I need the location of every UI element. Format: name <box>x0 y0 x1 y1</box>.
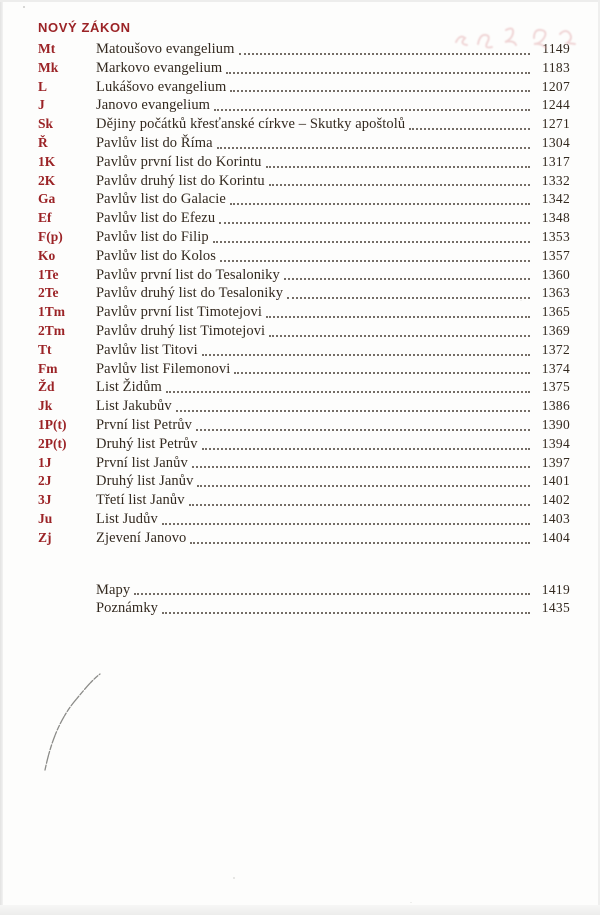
toc-dot-leader <box>230 90 530 92</box>
toc-dot-leader <box>192 466 530 468</box>
toc-title: Matoušovo evangelium <box>96 41 235 57</box>
toc-title: Pavlův druhý list Timotejovi <box>96 322 266 339</box>
toc-title: Zjevení Janovo <box>96 529 187 546</box>
toc-page-number: 1357 <box>541 247 570 263</box>
toc-page-number: 1404 <box>541 529 570 545</box>
toc-dot-leader <box>176 410 530 412</box>
toc-abbr: 1P(t) <box>38 416 67 432</box>
toc-page-number: 1375 <box>541 379 570 395</box>
toc-dot-leader <box>196 429 530 431</box>
toc-title: Pavlův list do Galacie <box>96 191 226 208</box>
toc-dot-leader <box>162 612 530 614</box>
toc-page-number: 1402 <box>541 492 570 508</box>
toc-title: Janovo evangelium <box>96 97 211 114</box>
toc-dot-leader <box>239 53 530 55</box>
toc-row <box>38 379 570 398</box>
toc-row <box>38 582 570 601</box>
toc-row <box>38 417 570 436</box>
toc-row <box>38 154 570 173</box>
toc-row <box>38 530 570 549</box>
toc-dot-leader <box>226 72 530 74</box>
toc-page-number: 1348 <box>541 210 570 226</box>
toc-row <box>38 600 570 619</box>
toc-title: První list Janův <box>96 454 188 471</box>
toc-row <box>38 41 570 60</box>
toc-dot-leader <box>162 523 530 525</box>
toc-dot-leader <box>220 260 530 262</box>
toc-dot-leader <box>266 316 530 318</box>
toc-page-number: 1374 <box>541 360 570 376</box>
toc-page-number: 1342 <box>541 191 570 207</box>
page-edge-bottom <box>0 905 600 915</box>
toc-title: Druhý list Petrův <box>96 435 198 452</box>
toc-page-number: 1207 <box>541 78 570 94</box>
toc-page-number: 1386 <box>541 398 570 414</box>
toc-abbr: 2K <box>38 172 56 188</box>
toc-abbr: Tt <box>38 341 52 357</box>
toc-abbr: 2P(t) <box>38 435 67 451</box>
toc-row <box>38 97 570 116</box>
toc-dot-leader <box>219 222 530 224</box>
page-edge-top <box>0 0 600 2</box>
toc-dot-leader <box>269 184 530 186</box>
toc-dot-leader <box>230 203 530 205</box>
toc-title: Lukášovo evangelium <box>96 78 227 95</box>
toc-page-number: 1369 <box>541 322 570 338</box>
toc-title: List Židům <box>96 379 162 396</box>
toc-page-number: 1317 <box>541 153 570 169</box>
toc-title: Mapy <box>96 581 131 598</box>
toc-row <box>38 135 570 154</box>
toc-row <box>38 248 570 267</box>
toc-title: Pavlův první list do Korintu <box>96 153 262 170</box>
toc-page-number: 1435 <box>541 600 570 616</box>
scan-speck <box>410 902 412 903</box>
toc-dot-leader <box>217 147 530 149</box>
toc-page-number: 1390 <box>541 416 570 432</box>
toc-dot-leader <box>134 593 530 595</box>
toc-abbr: Ř <box>38 134 48 150</box>
toc-abbr: Zj <box>38 529 52 545</box>
toc-extras-list <box>38 582 570 620</box>
toc-abbr: 1Te <box>38 266 59 282</box>
toc-row <box>38 361 570 380</box>
toc-dot-leader <box>202 354 530 356</box>
toc-page-number: 1394 <box>541 435 570 451</box>
toc-abbr: Ga <box>38 191 56 207</box>
toc-title: Pavlův list do Říma <box>96 134 213 151</box>
toc-row <box>38 210 570 229</box>
toc-page-number: 1372 <box>541 341 570 357</box>
toc-abbr: L <box>38 78 48 94</box>
toc-abbr: F(p) <box>38 228 63 244</box>
toc-abbr: 1J <box>38 454 52 470</box>
toc-page-number: 1271 <box>541 116 570 132</box>
toc-abbr: Ju <box>38 510 53 526</box>
toc-title: Pavlův list do Kolos <box>96 247 217 264</box>
toc-page-number: 1397 <box>541 454 570 470</box>
toc-row <box>38 455 570 474</box>
toc-abbr: 1Tm <box>38 304 65 320</box>
toc-row <box>38 473 570 492</box>
toc-title: Třetí list Janův <box>96 492 185 509</box>
toc-page-number: 1401 <box>541 473 570 489</box>
scan-speck <box>233 877 235 879</box>
toc-title: List Judův <box>96 510 158 527</box>
toc-abbr: Ef <box>38 210 52 226</box>
toc-row <box>38 173 570 192</box>
toc-dot-leader <box>202 448 530 450</box>
toc-dot-leader <box>287 297 530 299</box>
toc-dot-leader <box>214 109 530 111</box>
toc-title: Poznámky <box>96 600 159 617</box>
toc-row <box>38 342 570 361</box>
toc-page-number: 1183 <box>542 59 570 75</box>
table-of-contents <box>38 20 570 619</box>
pencil-scratch-mark <box>32 648 152 788</box>
toc-page-number: 1332 <box>541 172 570 188</box>
toc-abbr: Ko <box>38 247 56 263</box>
toc-dot-leader <box>409 128 530 130</box>
page-edge-left <box>0 0 3 915</box>
toc-abbr: Jk <box>38 398 53 414</box>
toc-list <box>38 41 570 549</box>
toc-dot-leader <box>197 485 530 487</box>
toc-abbr: 2J <box>38 473 52 489</box>
toc-page-number: 1363 <box>541 285 570 301</box>
toc-dot-leader <box>234 372 530 374</box>
toc-abbr: 3J <box>38 492 52 508</box>
toc-dot-leader <box>189 504 530 506</box>
toc-dot-leader <box>284 278 530 280</box>
toc-row <box>38 511 570 530</box>
toc-title: Pavlův list do Efezu <box>96 210 216 227</box>
toc-row <box>38 492 570 511</box>
toc-row <box>38 436 570 455</box>
toc-title: Pavlův list Filemonovi <box>96 360 231 377</box>
toc-page-number: 1244 <box>541 97 570 113</box>
toc-page-number: 1360 <box>541 266 570 282</box>
scan-speck <box>23 6 25 8</box>
toc-dot-leader <box>190 542 530 544</box>
toc-title: Pavlův druhý list do Korintu <box>96 172 265 189</box>
toc-title: Pavlův druhý list do Tesaloniky <box>96 285 284 302</box>
toc-page-number: 1365 <box>541 304 570 320</box>
toc-abbr: Žd <box>38 379 55 395</box>
toc-row <box>38 116 570 135</box>
toc-title: Dějiny počátků křesťanské církve – Skutky apoštolů <box>96 116 406 133</box>
toc-row <box>38 267 570 286</box>
toc-page-number: 1419 <box>541 581 570 597</box>
toc-row <box>38 398 570 417</box>
toc-dot-leader <box>269 335 530 337</box>
toc-row <box>38 285 570 304</box>
toc-dot-leader <box>213 241 530 243</box>
toc-row <box>38 79 570 98</box>
toc-dot-leader <box>166 391 530 393</box>
toc-page-number: 1353 <box>541 228 570 244</box>
toc-page-number: 1403 <box>541 510 570 526</box>
toc-abbr: 2Te <box>38 285 59 301</box>
toc-abbr: Mk <box>38 59 59 75</box>
toc-row <box>38 60 570 79</box>
toc-row <box>38 323 570 342</box>
toc-abbr: 2Tm <box>38 322 65 338</box>
toc-title: Druhý list Janův <box>96 473 194 490</box>
toc-title: Pavlův první list Timotejovi <box>96 304 262 321</box>
toc-abbr: Fm <box>38 360 58 376</box>
toc-title: List Jakubův <box>96 398 172 415</box>
toc-title: První list Petrův <box>96 416 192 433</box>
toc-page-number: 1149 <box>542 41 570 56</box>
toc-title: Pavlův první list do Tesaloniky <box>96 266 280 283</box>
toc-row <box>38 304 570 323</box>
toc-abbr: Sk <box>38 116 54 132</box>
toc-title: Pavlův list do Filip <box>96 228 209 245</box>
section-heading: NOVÝ ZÁKON <box>38 20 131 35</box>
toc-page-number: 1304 <box>541 134 570 150</box>
toc-title: Markovo evangelium <box>96 59 223 76</box>
toc-row <box>38 191 570 210</box>
toc-title: Pavlův list Titovi <box>96 341 198 358</box>
toc-row <box>38 229 570 248</box>
toc-abbr: Mt <box>38 41 56 56</box>
toc-abbr: J <box>38 97 45 113</box>
toc-abbr: 1K <box>38 153 56 169</box>
toc-dot-leader <box>266 166 530 168</box>
